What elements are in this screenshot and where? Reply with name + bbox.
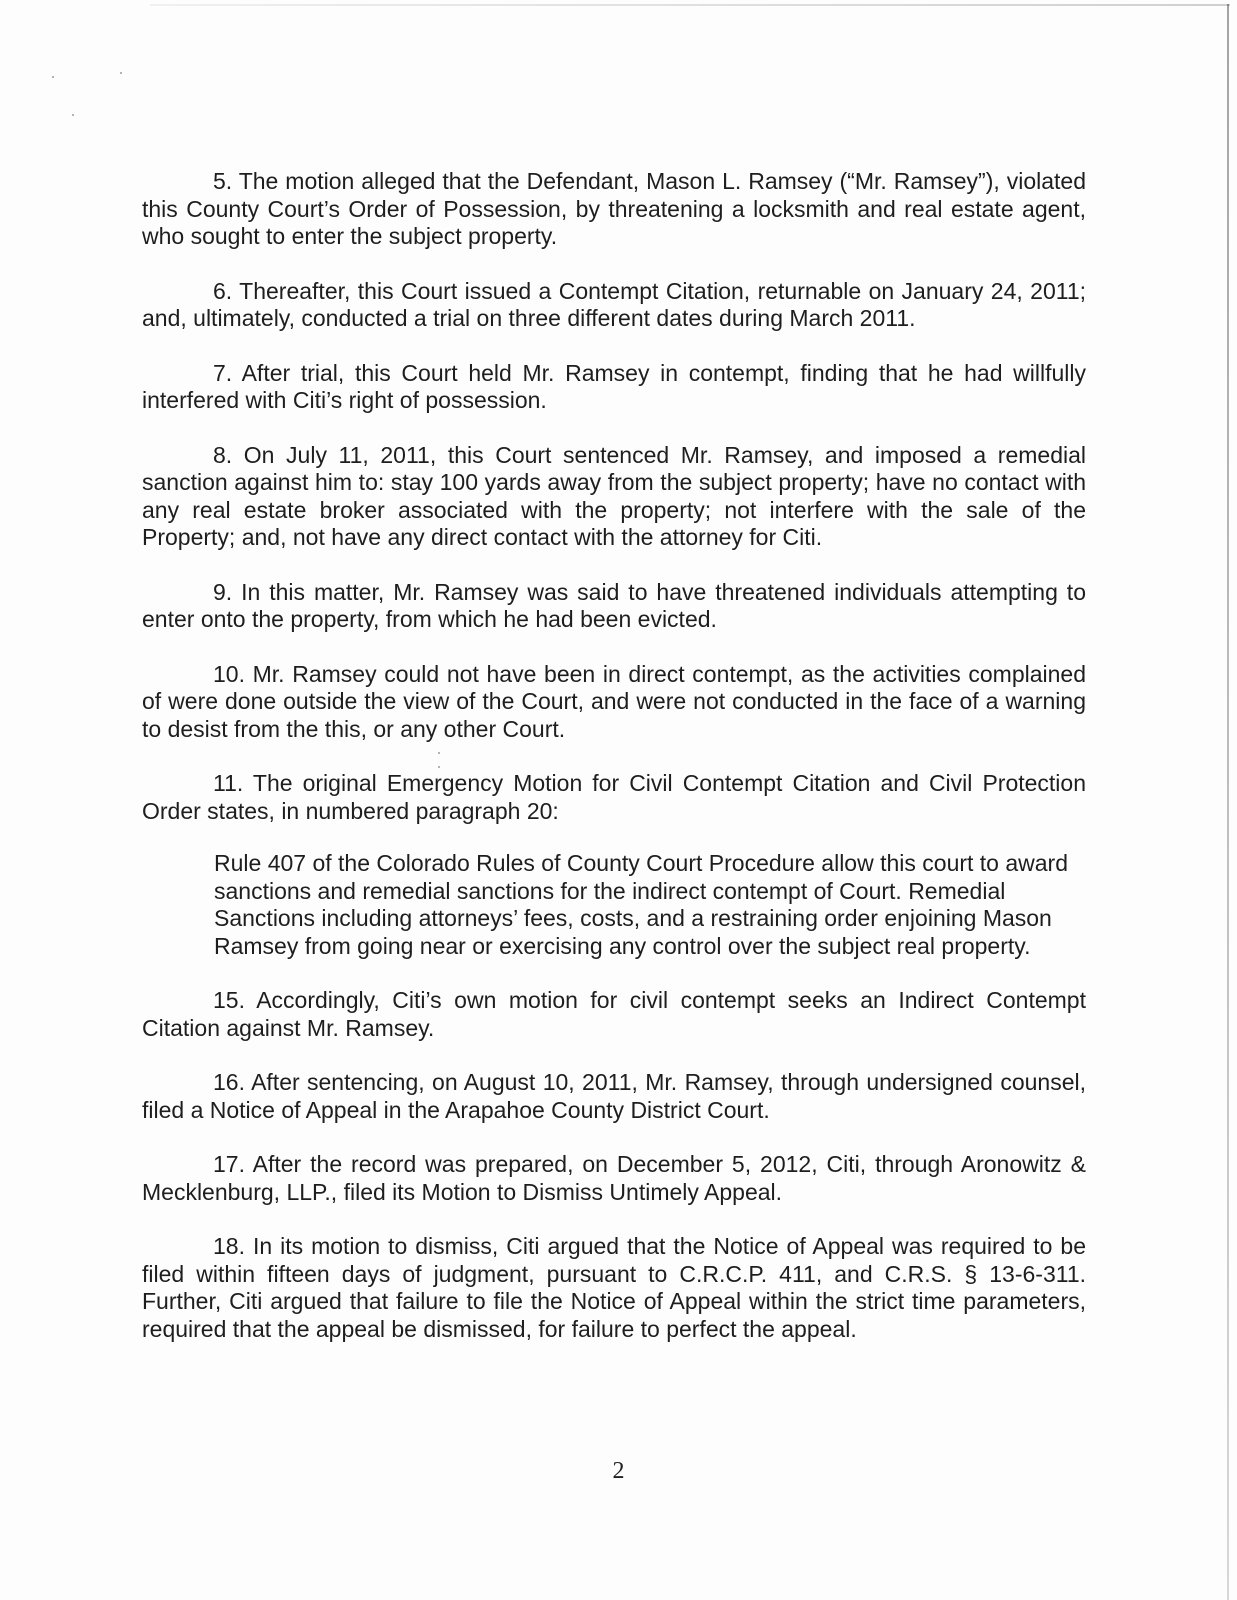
block-quote: Rule 407 of the Colorado Rules of County Court Procedure allow this court to award sanctions and remedial sanctions for the indirect contempt of Court. Remedial Sanctions including attorneys’ fees, costs, and a restraining order enjoining Mason Ramsey from going near or exercising any control over the subject real property. bbox=[214, 850, 1069, 959]
paragraph-15: 15. Accordingly, Citi’s own motion for civil contempt seeks an Indirect Contempt Citation against Mr. Ramsey. bbox=[142, 987, 1086, 1041]
scan-speck bbox=[120, 72, 122, 74]
paragraph-17: 17. After the record was prepared, on December 5, 2012, Citi, through Aronowitz & Mecklenburg, LLP., filed its Motion to Dismiss Untimely Appeal. bbox=[142, 1151, 1086, 1205]
scan-edge-right bbox=[1227, 4, 1229, 1600]
paragraph-8: 8. On July 11, 2011, this Court sentenced Mr. Ramsey, and imposed a remedial sanction against him to: stay 100 yards away from the subject property; have no contact with any real estate broker associated with the property; not interfere with the sale of the Property; and, not have any direct contact with the attorney for Citi. bbox=[142, 441, 1086, 550]
paragraph-11: 11. The original Emergency Motion for Civil Contempt Citation and Civil Protection Order states, in numbered paragraph 20: bbox=[142, 770, 1086, 824]
scan-speck bbox=[72, 114, 74, 116]
paragraph-10: 10. Mr. Ramsey could not have been in direct contempt, as the activities complained of were done outside the view of the Court, and were not conducted in the face of a warning to desist from the this, or any other Court. bbox=[142, 660, 1086, 742]
paragraph-9: 9. In this matter, Mr. Ramsey was said to have threatened individuals attempting to enter onto the property, from which he had been evicted. bbox=[142, 578, 1086, 632]
paragraph-5: 5. The motion alleged that the Defendant, Mason L. Ramsey (“Mr. Ramsey”), violated this County Court’s Order of Possession, by threatening a locksmith and real estate agent, who sought to enter the subject property. bbox=[142, 168, 1086, 249]
paragraph-7: 7. After trial, this Court held Mr. Ramsey in contempt, finding that he had willfully interfered with Citi’s right of possession. bbox=[142, 359, 1086, 413]
paragraph-6: 6. Thereafter, this Court issued a Contempt Citation, returnable on January 24, 2011; and, ultimately, conducted a trial on three different dates during March 2011. bbox=[142, 277, 1086, 331]
scan-speck bbox=[52, 76, 54, 78]
document-body bbox=[142, 168, 1086, 1343]
paragraph-18: 18. In its motion to dismiss, Citi argued that the Notice of Appeal was required to be filed within fifteen days of judgment, pursuant to C.R.C.P. 411, and C.R.S. § 13-6-311. Further, Citi argued that failure to file the Notice of Appeal within the strict time parameters, required that the appeal be dismissed, for failure to perfect the appeal. bbox=[142, 1233, 1086, 1342]
scan-edge-top bbox=[150, 4, 1230, 6]
page-number: 2 bbox=[612, 1458, 625, 1484]
paragraph-16: 16. After sentencing, on August 10, 2011, Mr. Ramsey, through undersigned counsel, filed a Notice of Appeal in the Arapahoe County District Court. bbox=[142, 1069, 1086, 1123]
